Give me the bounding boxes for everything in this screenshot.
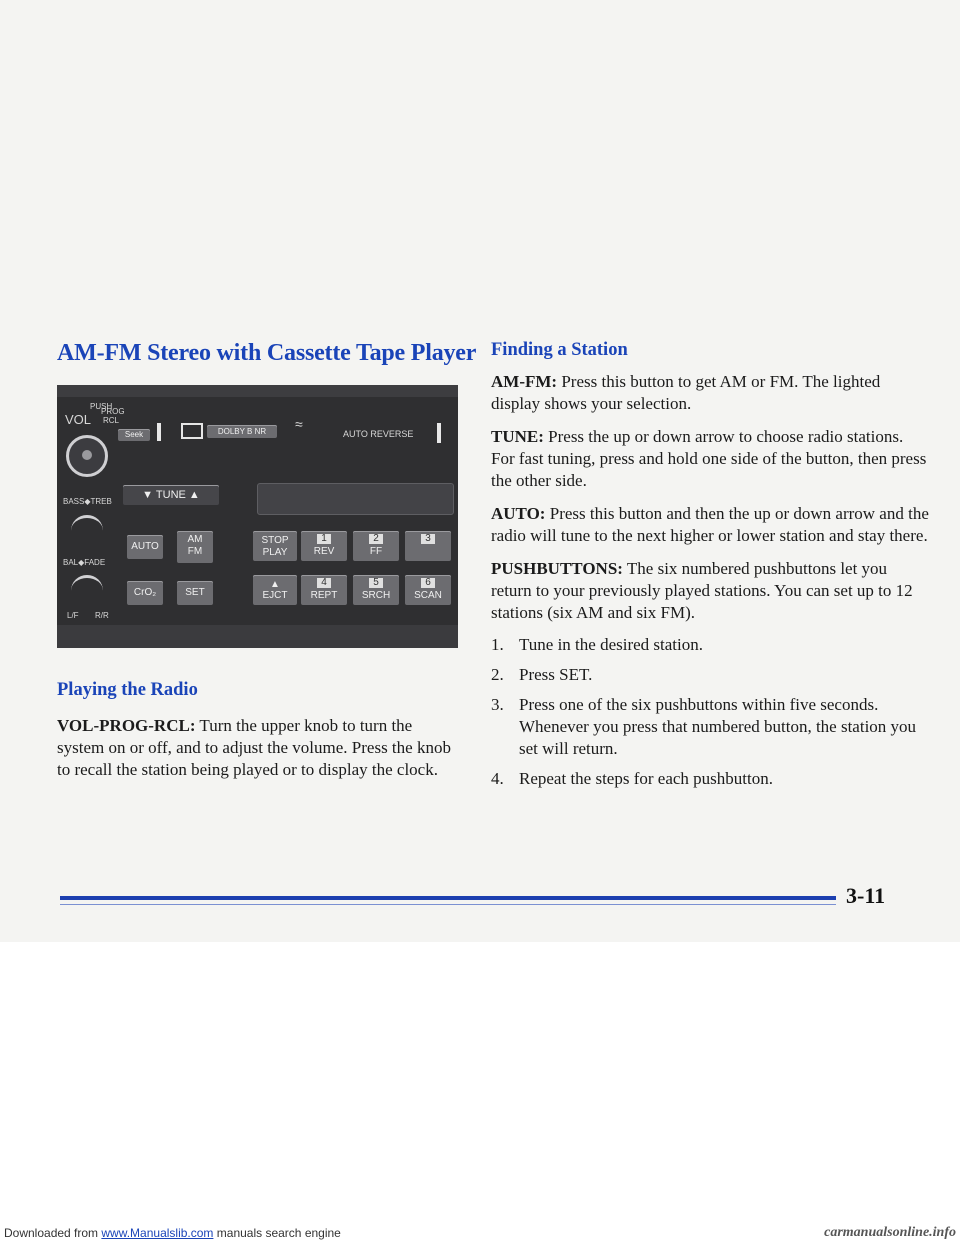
rev-label: REV — [313, 546, 335, 557]
right-column — [491, 340, 931, 790]
dolby-button[interactable]: DOLBY B NR — [207, 425, 277, 438]
pushbuttons-paragraph — [491, 558, 931, 624]
tune-paragraph — [491, 426, 931, 492]
auto-term: AUTO: — [491, 504, 546, 523]
preset-6-label: 6 — [421, 578, 435, 588]
left-column — [57, 340, 477, 367]
tune-button[interactable]: ▼ TUNE ▲ — [123, 485, 219, 505]
bal-fade-knob[interactable] — [71, 575, 103, 606]
preset-2-label: 2 — [369, 534, 383, 544]
page-title: AM-FM Stereo with Cassette Tape Player — [57, 340, 477, 366]
playing-radio-heading: Playing the Radio — [57, 680, 198, 700]
footer-rule — [60, 896, 836, 900]
vol-label: VOL — [65, 412, 92, 427]
rept-label: REPT — [310, 590, 338, 601]
am-label: AM — [187, 534, 203, 545]
auto-button[interactable]: AUTO — [127, 535, 163, 559]
scan-label: SCAN — [414, 590, 442, 601]
amfm-text: Press this button to get AM or FM. The lighted display shows your selection. — [491, 372, 881, 413]
finding-station-heading: Finding a Station — [491, 340, 628, 360]
preset-3-label: 3 — [421, 534, 435, 544]
rcl-label: RCL — [103, 416, 120, 425]
page-number: 3-11 — [846, 883, 886, 908]
am-fm-button[interactable] — [177, 531, 213, 563]
pushbuttons-term: PUSHBUTTONS: — [491, 559, 623, 578]
ejct-label: EJCT — [262, 590, 288, 601]
steps-list — [491, 634, 931, 790]
bass-treble-knob[interactable] — [71, 515, 103, 546]
pushbuttons-text: The six numbered pushbuttons let you return to your previously played stations. You can set up to 12 stations (six AM and six FM). — [491, 559, 913, 622]
volume-knob[interactable] — [66, 435, 108, 477]
preset-1-rev-button[interactable] — [301, 531, 347, 561]
set-button[interactable]: SET — [177, 581, 213, 605]
preset-1-label: 1 — [317, 534, 331, 544]
step-item: 1. Tune in the desired station. — [491, 635, 703, 654]
tune-text: Press the up or down arrow to choose radio stations. For fast tuning, press and hold one side of the button, then press the other side. — [491, 427, 927, 490]
preset-4-label: 4 — [317, 578, 331, 588]
step-item: 3. Press one of the six pushbuttons within five seconds. Whenever you press that numbered button, the station you set will return. — [491, 695, 917, 758]
amfm-term: AM-FM: — [491, 372, 558, 391]
bal-fade-label: BAL◆FADE — [63, 558, 106, 567]
srch-label: SRCH — [361, 590, 391, 601]
fm-label: FM — [187, 546, 203, 557]
cro2-button[interactable]: CrO₂ — [127, 581, 163, 605]
play-label: PLAY — [262, 547, 288, 558]
tune-term: TUNE: — [491, 427, 544, 446]
manualslib-link[interactable]: www.Manualslib.com — [101, 1226, 214, 1240]
lf-label: L/F — [67, 611, 79, 620]
bass-treb-label: BASS◆TREB — [63, 497, 112, 506]
eject-arrow-icon: ▲ — [270, 579, 280, 590]
playing-radio-section — [57, 680, 457, 781]
download-bar — [0, 1224, 960, 1242]
preset-2-ff-button[interactable] — [353, 531, 399, 561]
auto-text: Press this button and then the up or down arrow and the radio will tune to the next higher or lower station and stay there. — [491, 504, 929, 545]
stop-label: STOP — [261, 535, 289, 546]
seek-button[interactable]: Seek — [118, 429, 150, 441]
display-window — [257, 483, 454, 515]
amfm-paragraph — [491, 371, 931, 415]
step-item: 2. Press SET. — [491, 665, 593, 684]
auto-paragraph — [491, 503, 931, 547]
stop-play-button[interactable] — [253, 531, 297, 561]
preset-5-label: 5 — [369, 578, 383, 588]
vol-prog-rcl-paragraph — [57, 715, 457, 781]
download-notice: Downloaded from www.Manualslib.com manuals search engine — [4, 1226, 341, 1240]
watermark-text: carmanualsonline.info — [824, 1225, 956, 1240]
rr-label: R/R — [95, 611, 109, 620]
auto-reverse-label: AUTO REVERSE — [343, 429, 414, 439]
preset-3-button[interactable] — [405, 531, 451, 561]
eject-button[interactable] — [253, 575, 297, 605]
footer-rule-thin — [60, 904, 836, 905]
push-label: PUSH — [90, 402, 113, 411]
radio-illustration: PUSH VOL PROG RCL Seek DOLBY B NR ≈ AUTO REVERSE ▼ TUNE ▲ BASS◆TREB BAL◆FADE L/F R/R AUTO AM FM CrO₂ SET STOP PLAY 1 REV 2 FF 3 ▲ EJCT 4 REPT 5 SRCH 6 SCAN — [57, 385, 458, 648]
preset-5-srch-button[interactable] — [353, 575, 399, 605]
preset-4-rept-button[interactable] — [301, 575, 347, 605]
prog-label: PROG — [101, 407, 125, 416]
vol-prog-rcl-text: Turn the upper knob to turn the system on or off, and to adjust the volume. Press the knob to recall the station being played or to display the clock. — [57, 716, 451, 779]
vol-prog-rcl-term: VOL-PROG-RCL: — [57, 716, 196, 735]
preset-6-scan-button[interactable] — [405, 575, 451, 605]
step-item: 4. Repeat the steps for each pushbutton. — [491, 769, 773, 788]
dolby-icon — [181, 423, 203, 439]
ff-label: FF — [369, 546, 383, 557]
